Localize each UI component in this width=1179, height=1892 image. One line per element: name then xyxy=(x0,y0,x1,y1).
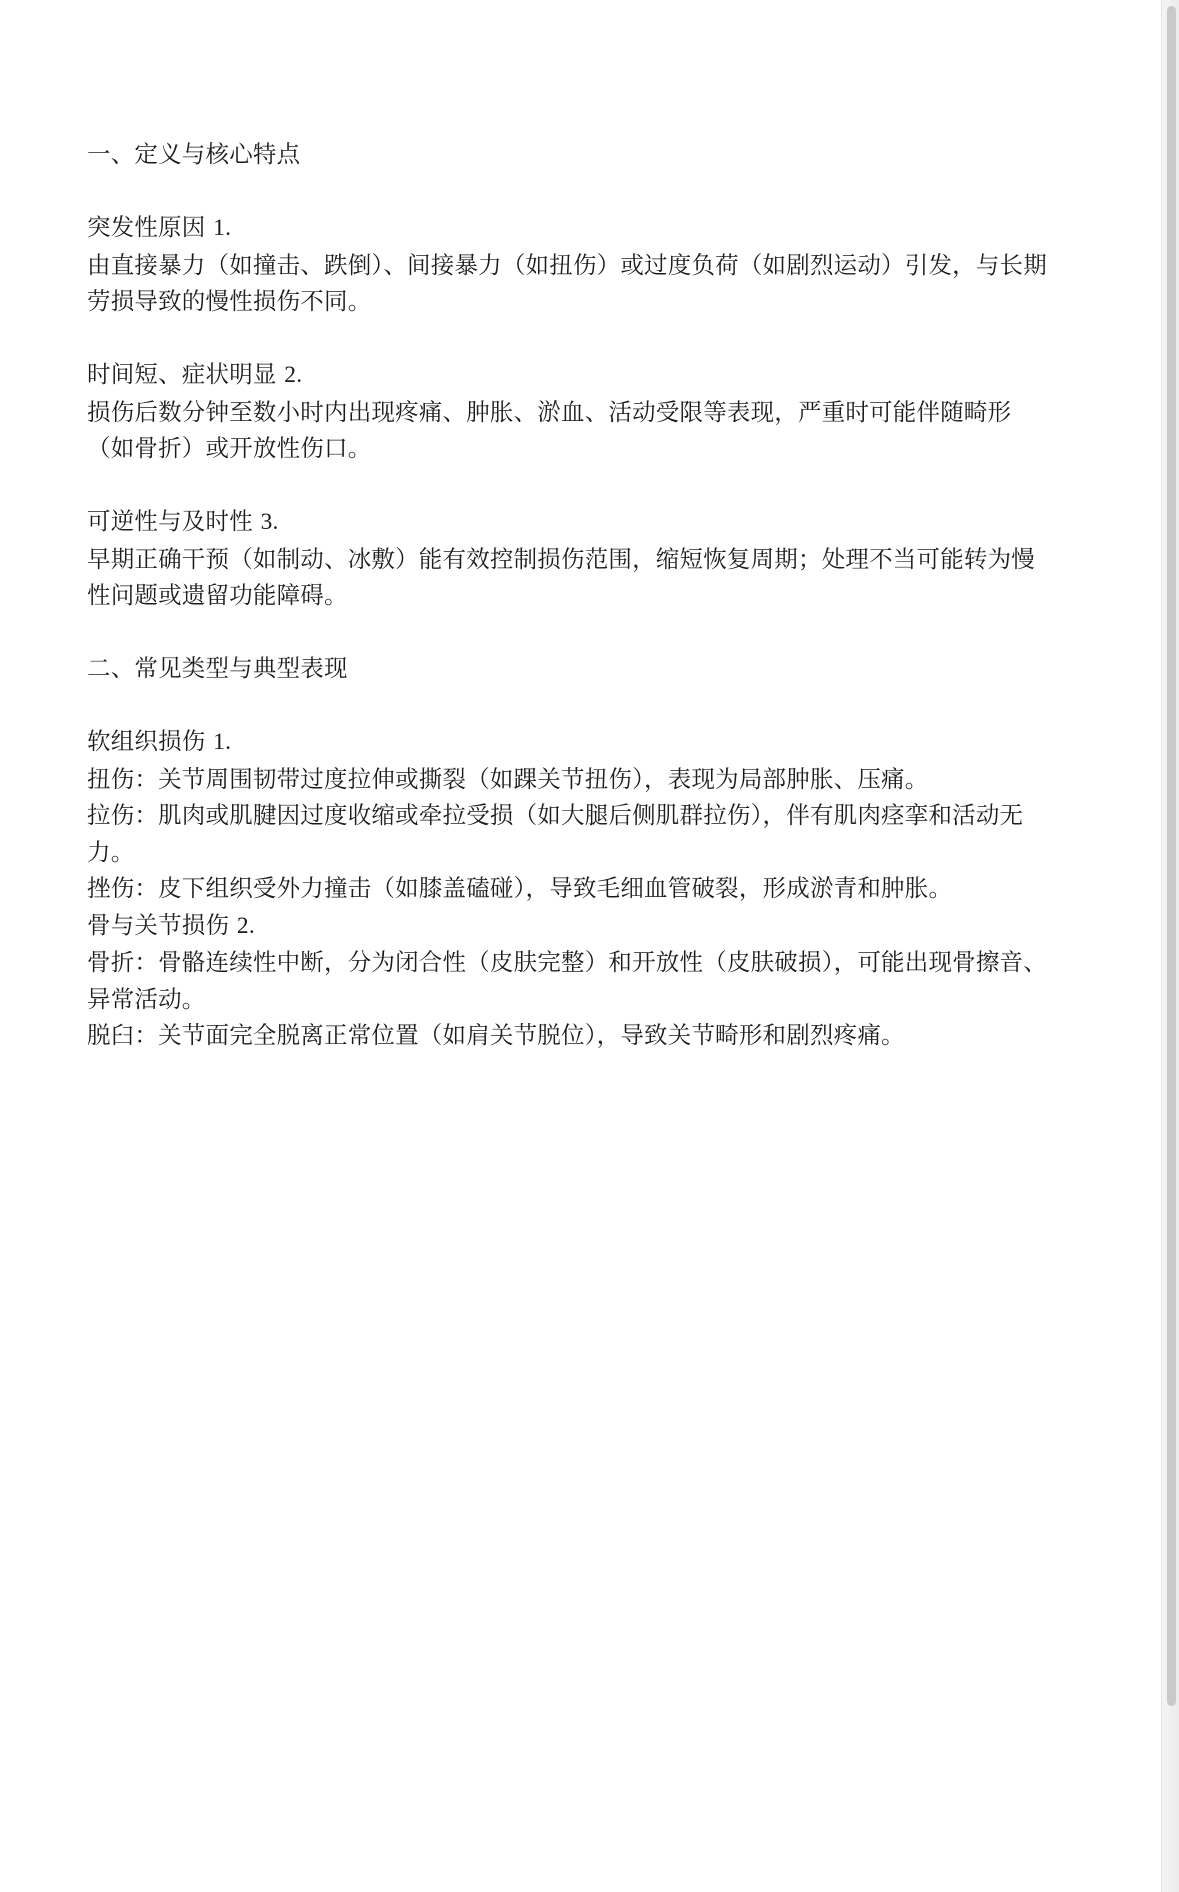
group-number: 1. xyxy=(213,729,232,755)
item-body: 由直接暴力（如撞击、跌倒）、间接暴力（如扭伤）或过度负荷（如剧烈运动）引发，与长期劳损导致的慢性损伤不同。 xyxy=(87,250,1047,315)
spacer xyxy=(87,173,1057,210)
spacer xyxy=(87,687,1057,724)
group-line: 挫伤：皮下组织受外力撞击（如膝盖磕碰），导致毛细血管破裂，形成淤青和肿胀。 xyxy=(87,874,953,902)
scrollbar-thumb[interactable] xyxy=(1167,6,1176,1706)
item-title-text: 时间短、症状明显 xyxy=(87,360,277,388)
group-line: 拉伤：肌肉或肌腱因过度收缩或牵拉受损（如大腿后侧肌群拉伤），伴有肌肉痉挛和活动无力。 xyxy=(87,801,1024,866)
spacer xyxy=(87,614,1057,651)
item-number: 1. xyxy=(213,215,232,241)
document-content xyxy=(87,136,1057,1054)
item-number: 2. xyxy=(284,362,303,388)
group-line: 骨折：骨骼连续性中断，分为闭合性（皮肤完整）和开放性（皮肤破损），可能出现骨擦音、异常活动。 xyxy=(87,948,1047,1013)
section-heading: 二、常见类型与典型表现 xyxy=(87,654,348,682)
group-title xyxy=(87,907,1057,945)
item-title xyxy=(87,209,1057,247)
section-heading: 一、定义与核心特点 xyxy=(87,140,301,168)
group-line: 脱臼：关节面完全脱离正常位置（如肩关节脱位），导致关节畸形和剧烈疼痛。 xyxy=(87,1021,905,1049)
spacer xyxy=(87,467,1057,504)
item-body: 早期正确干预（如制动、冰敷）能有效控制损伤范围，缩短恢复周期；处理不当可能转为慢性问题或遗留功能障碍。 xyxy=(87,544,1035,609)
item-number: 3. xyxy=(260,509,279,535)
spacer xyxy=(87,320,1057,357)
group-title xyxy=(87,723,1057,761)
group-number: 2. xyxy=(236,912,255,939)
item-title xyxy=(87,356,1057,394)
item-title-text: 可逆性与及时性 xyxy=(87,507,253,535)
group-line: 扭伤：关节周围韧带过度拉伸或撕裂（如踝关节扭伤），表现为局部肿胀、压痛。 xyxy=(87,764,929,793)
vertical-scrollbar[interactable] xyxy=(1161,0,1179,1892)
item-title-text: 突发性原因 xyxy=(87,213,206,241)
item-title xyxy=(87,503,1057,541)
item-body: 损伤后数分钟至数小时内出现疼痛、肿胀、淤血、活动受限等表现，严重时可能伴随畸形（如骨折）或开放性伤口。 xyxy=(87,397,1012,462)
group-title-text: 软组织损伤 xyxy=(87,727,206,755)
group-title-text: 骨与关节损伤 xyxy=(87,910,230,939)
